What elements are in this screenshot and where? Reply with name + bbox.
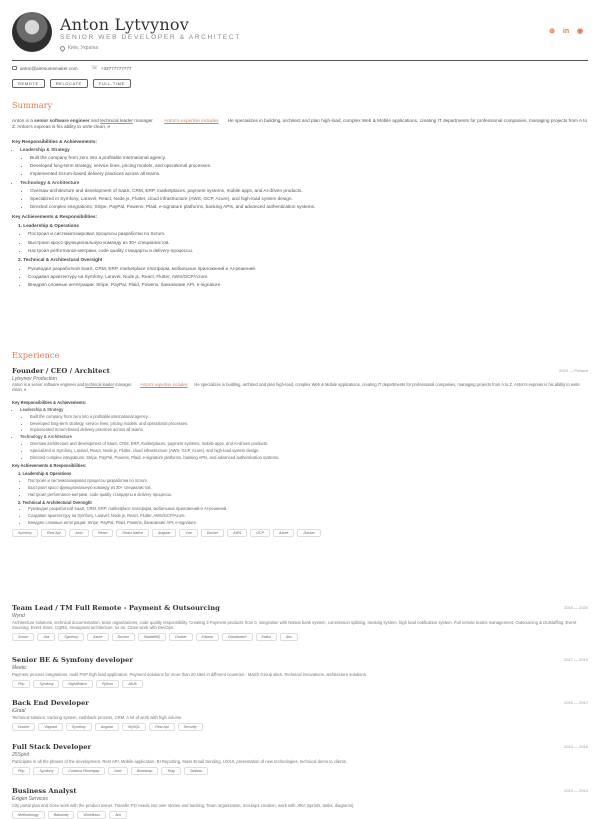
skill-chips <box>12 723 588 731</box>
skill-chip: Ionic <box>108 767 128 775</box>
group-title: 2. Technical & Architectural Oversight <box>18 257 103 263</box>
html-icon[interactable]: ⊕ <box>549 28 555 35</box>
intro-part: Anton is a <box>12 118 35 123</box>
skill-chips <box>12 633 588 641</box>
job-date: 2017 — 2019 <box>563 657 588 662</box>
tag-full-time: FULL-TIME <box>93 79 131 88</box>
skill-chip: React <box>92 529 113 537</box>
job-description: Technical solution, tracking system, cashback process, CRM. A lot of work with high volume <box>12 715 182 720</box>
skill-chip: AWS <box>227 529 247 537</box>
achievements-heading: Key Achievements & Responsibilities: <box>12 213 98 219</box>
location-pin-icon <box>59 44 66 51</box>
skill-chip: Security <box>178 723 203 731</box>
job-description: City portal plan and close work with the product owner. Transfer PO needs into user stories and backlog. Team organization, mockups creation, work with JIRA (sprints, tasks, diagrams). <box>12 803 355 808</box>
job-description: Architecture solutions, technical documentation, team organizations, code quality responsibility. Creating 3 Payment products from 0, integration with Natixis bank system, commission splitting, tracking system, high load notification system. Full remote teams management, Outsourcing & Outstaffing. Event Sourcing, Event Store, CQRS, Hexagonal architecture, so on. Close work with DevOps. <box>12 620 577 630</box>
skill-chip: React Native <box>116 529 149 537</box>
intro-italic: write clean, e <box>82 123 111 129</box>
list-item: • Developed long-term strategy, service lines, pricing models, and operational processes. <box>30 422 588 427</box>
list-item: • Выстроил кросс-функциональную команду из 30+ специалистов. <box>28 240 588 246</box>
intro-part: Anton is a senior software engineer and <box>12 382 86 387</box>
group-title: 1. Leadership & Operations <box>18 470 72 476</box>
intro-underline: technical leader <box>85 382 114 387</box>
job-intro <box>12 383 588 393</box>
skill-chip: Cordova Phonegap <box>62 767 105 775</box>
skill-chip: GCP <box>250 529 270 537</box>
job-company: 25Spirit <box>12 752 29 758</box>
list-item: • Внедрял сложные интеграции: Stripe, PayPal, Plaid, Powens, банковские API, e-signature. <box>28 282 588 288</box>
github-icon[interactable]: ◉ <box>576 28 584 35</box>
contact-row <box>12 65 132 71</box>
phone-icon: ☏ <box>91 65 98 71</box>
profile-name: Anton Lytvynov <box>60 15 189 34</box>
availability-tags <box>12 79 131 88</box>
skill-chip: Symfony <box>33 767 59 775</box>
phone-text: +33777777777 <box>100 65 132 71</box>
location-text: Київ, Україна <box>68 45 99 51</box>
skill-chips <box>12 529 588 537</box>
intro-accent-link[interactable]: Anton's expertise includes <box>164 118 219 123</box>
profile-role: SENIOR WEB DEVELOPER & ARCHITECT <box>60 34 241 41</box>
group-title: 2. Technical & Architectural Oversight <box>18 499 92 505</box>
intro-strong: senior software engineer <box>34 118 90 123</box>
list-item: • Руководил разработкой SaaS, CRM, ERP, marketplace платформ, мобильных приложений и AI-решений. <box>28 266 588 272</box>
skill-chip: Docker <box>12 723 35 731</box>
skill-chip: Docker <box>201 529 224 537</box>
list-item: • Built the company from zero into a profitable international agency. <box>30 415 588 420</box>
skill-chip: Vagrant <box>38 723 62 731</box>
intro-part: manager. <box>113 382 133 387</box>
skill-chips <box>12 811 588 819</box>
job-entry-igraal <box>12 699 588 731</box>
skill-chip: MySQL <box>122 723 146 731</box>
skill-chip: Workflows <box>77 811 106 819</box>
skill-chip: Kafka <box>256 633 277 641</box>
list-item: • Руководил разработкой SaaS, CRM, ERP, marketplace платформ, мобильных приложений и AI-решений. <box>28 507 588 512</box>
list-item: • Directed complex integrations: Stripe, PayPal, Powens, Plaid, e-signature platforms, banking APIs, and advanced authentication systems. <box>30 204 588 210</box>
intro-underline: technical leader <box>100 118 133 123</box>
skill-chip: Php <box>12 680 30 688</box>
list-item: • Developed long-term strategy, service lines, pricing models, and operational processes. <box>30 163 588 169</box>
skill-chip: Ionic <box>69 529 89 537</box>
skill-chip: Symfony <box>66 723 92 731</box>
skill-chip: Angular <box>95 723 119 731</box>
skill-chip: Docker <box>169 633 192 641</box>
experience-heading: Experience <box>12 350 60 360</box>
social-links <box>548 28 584 36</box>
job-entry-meetic <box>12 656 588 688</box>
skill-chip: Azure <box>87 633 108 641</box>
job-description: Participate in all the phases of the development. Rest API, Mobile application, BI Reporting, Mass Email Sending, UX/UI, presentation of new technologies, technical demo to clients. <box>12 759 347 764</box>
linkedin-icon[interactable]: in <box>562 28 570 35</box>
job-details <box>12 383 588 526</box>
skill-chip: Docker <box>297 529 320 537</box>
list-item: • Построил и систематизировал процессы разработки по Scrum. <box>28 231 588 237</box>
summary-intro <box>12 118 588 129</box>
list-item: • Oversaw architecture and development of SaaS, CRM, ERP, marketplaces, payment systems, mobile apps, and AI-driven products. <box>30 442 588 447</box>
intro-part: manager. <box>132 118 154 123</box>
skill-chip: Tableau <box>184 767 209 775</box>
skill-chip: Cloudwatch <box>222 633 253 641</box>
skill-chip: Rest Api <box>41 529 66 537</box>
list-item: • Built the company from zero into a profitable international agency. <box>30 155 588 161</box>
job-company: iGraal <box>12 708 26 714</box>
skill-chip: Angular <box>152 529 176 537</box>
skill-chip: Docker <box>112 633 135 641</box>
list-item: • Implemented Scrum-based delivery practices across all teams. <box>30 171 588 177</box>
list-item: • Настроил performance-метрики, code quality стандарты и delivery-процессы. <box>28 248 588 254</box>
intro-part: He specializes in building, architect and plan high-load, complex Web & Mobile applications, creating IT departments for professional companies, managing projects from A to Z. Anton's expreas is his ability to <box>12 118 588 129</box>
achievements-list <box>18 223 588 287</box>
list-item <box>20 147 588 177</box>
skill-chip: Symfony <box>58 633 84 641</box>
list-item <box>20 435 588 461</box>
job-title: Team Lead / TM Full Remote - Payment & Outsourcing <box>12 604 220 612</box>
job-title: Business Analyst <box>12 787 77 795</box>
group-title: Leadership & Strategy <box>20 406 64 412</box>
skill-chip: Balsamiq <box>48 811 75 819</box>
skill-chip: Vue <box>179 529 197 537</box>
skill-chip: Jira <box>37 633 55 641</box>
list-item: • Выстроил кросс-функциональную команду из 30+ специалистов. <box>28 486 588 491</box>
list-item: • Specialized in Symfony, Laravel, React, Node.js, Flutter, cloud infrastructure (AWS, GCP, Azure), and high-load system design. <box>30 449 588 454</box>
list-item: • Создавал архитектуру на Symfony, Laravel, Node.js, React, Flutter, AWS/GCP/Azure. <box>28 514 588 519</box>
phone-contact[interactable] <box>92 65 132 71</box>
intro-part: and <box>89 118 101 123</box>
list-item: • Построил и систематизировал процессы разработки по Scrum. <box>28 479 588 484</box>
skill-chip: Symfony <box>12 529 38 537</box>
summary-heading: Summary <box>12 100 53 110</box>
responsibilities-heading: Key Responsibilities & Achievements: <box>12 139 98 145</box>
job-title: Full Stack Developer <box>12 743 92 751</box>
responsibilities-heading: Key Responsibilities & Achievements: <box>12 399 87 405</box>
profile-header <box>12 12 588 60</box>
skill-chip: Jira <box>109 811 127 819</box>
skill-chip: Scrum <box>12 633 34 641</box>
skill-chip: Python <box>96 680 119 688</box>
skill-chip: RabbitMQ <box>138 633 166 641</box>
job-title: Founder / CEO / Architect <box>12 367 110 375</box>
group-title: Technology & Architecture <box>20 434 72 440</box>
list-item <box>20 408 588 434</box>
skill-chip: JAVA <box>122 680 143 688</box>
tag-relocate: RELOCATE <box>50 79 88 88</box>
job-title: Senior BE & Symfony developer <box>12 656 133 664</box>
profile-location <box>60 45 98 51</box>
mail-icon <box>12 66 17 70</box>
intro-part: He specializes in building, architect and plan high-load, complex Web & Mobile applications, creating IT departments for professional companies, managing projects from A to Z. Anton's expreas is his ability to <box>194 382 571 387</box>
group-title: Leadership & Strategy <box>20 146 70 152</box>
skill-chip: Rest Api <box>149 723 174 731</box>
skill-chip: Kibana <box>196 633 219 641</box>
skill-chip: NightWatch <box>62 680 93 688</box>
job-description: Payment process integrations, multi PSP high load application. Payment solutions for more than 20 sites in different countries - Match Group sites. Technical innovations, architecture solutions. <box>12 672 367 677</box>
skill-chip: Azure <box>273 529 294 537</box>
job-date: 2013 — 2014 <box>563 788 588 793</box>
skill-chips <box>12 680 588 688</box>
list-item: • Directed complex integrations: Stripe, PayPal, Powens, Plaid, e-signature platforms, banking APIs, and advanced authentication systems. <box>30 456 588 461</box>
achievements-heading: Key Achievements & Responsibilities: <box>12 462 87 468</box>
list-item: • Внедрял сложные интеграции: Stripe, PayPal, Plaid, Powens, банковские API, e-signature. <box>28 521 588 526</box>
job-date: 2014 — 2016 <box>563 744 588 749</box>
job-company: Exigen Services <box>12 796 48 802</box>
job-entry-25spirit <box>12 743 588 775</box>
group-title: Technology & Architecture <box>20 179 80 185</box>
list-item: • Создавал архитектуру на Symfony, Laravel, Node.js, React, Flutter, AWS/GCP/Azure. <box>28 274 588 280</box>
job-company: Lytvynov Production <box>12 376 57 382</box>
list-item <box>20 180 588 210</box>
skill-chip: Methodology <box>12 811 45 819</box>
header-divider <box>12 60 588 61</box>
job-entry-wynd <box>12 604 588 641</box>
job-entry-founder <box>12 367 588 537</box>
avatar <box>12 12 52 52</box>
group-title: 1. Leadership & Operations <box>18 223 79 229</box>
skill-chip: Aks <box>280 633 298 641</box>
skill-chips <box>12 767 588 775</box>
job-date: 2020 — Present <box>559 368 588 373</box>
list-item: • Implemented Scrum-based delivery practices across all teams. <box>30 428 588 433</box>
skill-chip: Symfony <box>33 680 59 688</box>
summary-block <box>12 118 588 290</box>
responsibilities-list <box>20 147 588 210</box>
email-contact[interactable] <box>12 66 78 71</box>
job-company: Wynd <box>12 613 25 619</box>
skill-chip: Twig <box>161 767 180 775</box>
list-item: • Specialized in Symfony, Laravel, React, Node.js, Flutter, cloud infrastructure (AWS, GCP, Azure), and high-load system design. <box>30 196 588 202</box>
tag-remote: REMOTE <box>12 79 45 88</box>
email-text: anton@airesumemaker.com <box>20 65 78 71</box>
job-company: Meetic <box>12 665 27 671</box>
skill-chip: Php <box>12 767 30 775</box>
list-item: • Настроил performance-метрики, code quality стандарты и delivery-процессы. <box>28 493 588 498</box>
job-date: 2015 — 2020 <box>563 605 588 610</box>
job-title: Back End Developer <box>12 699 89 707</box>
intro-accent-link[interactable]: Anton's expertise includes <box>140 382 188 387</box>
skill-chip: Bootstrap <box>131 767 158 775</box>
list-item: • Oversaw architecture and development of SaaS, CRM, ERP, marketplaces, payment systems, mobile apps, and AI-driven products. <box>30 188 588 194</box>
job-entry-exigen <box>12 787 588 819</box>
intro-italic: write clean, e <box>12 382 580 392</box>
job-date: 2016 — 2017 <box>563 700 588 705</box>
